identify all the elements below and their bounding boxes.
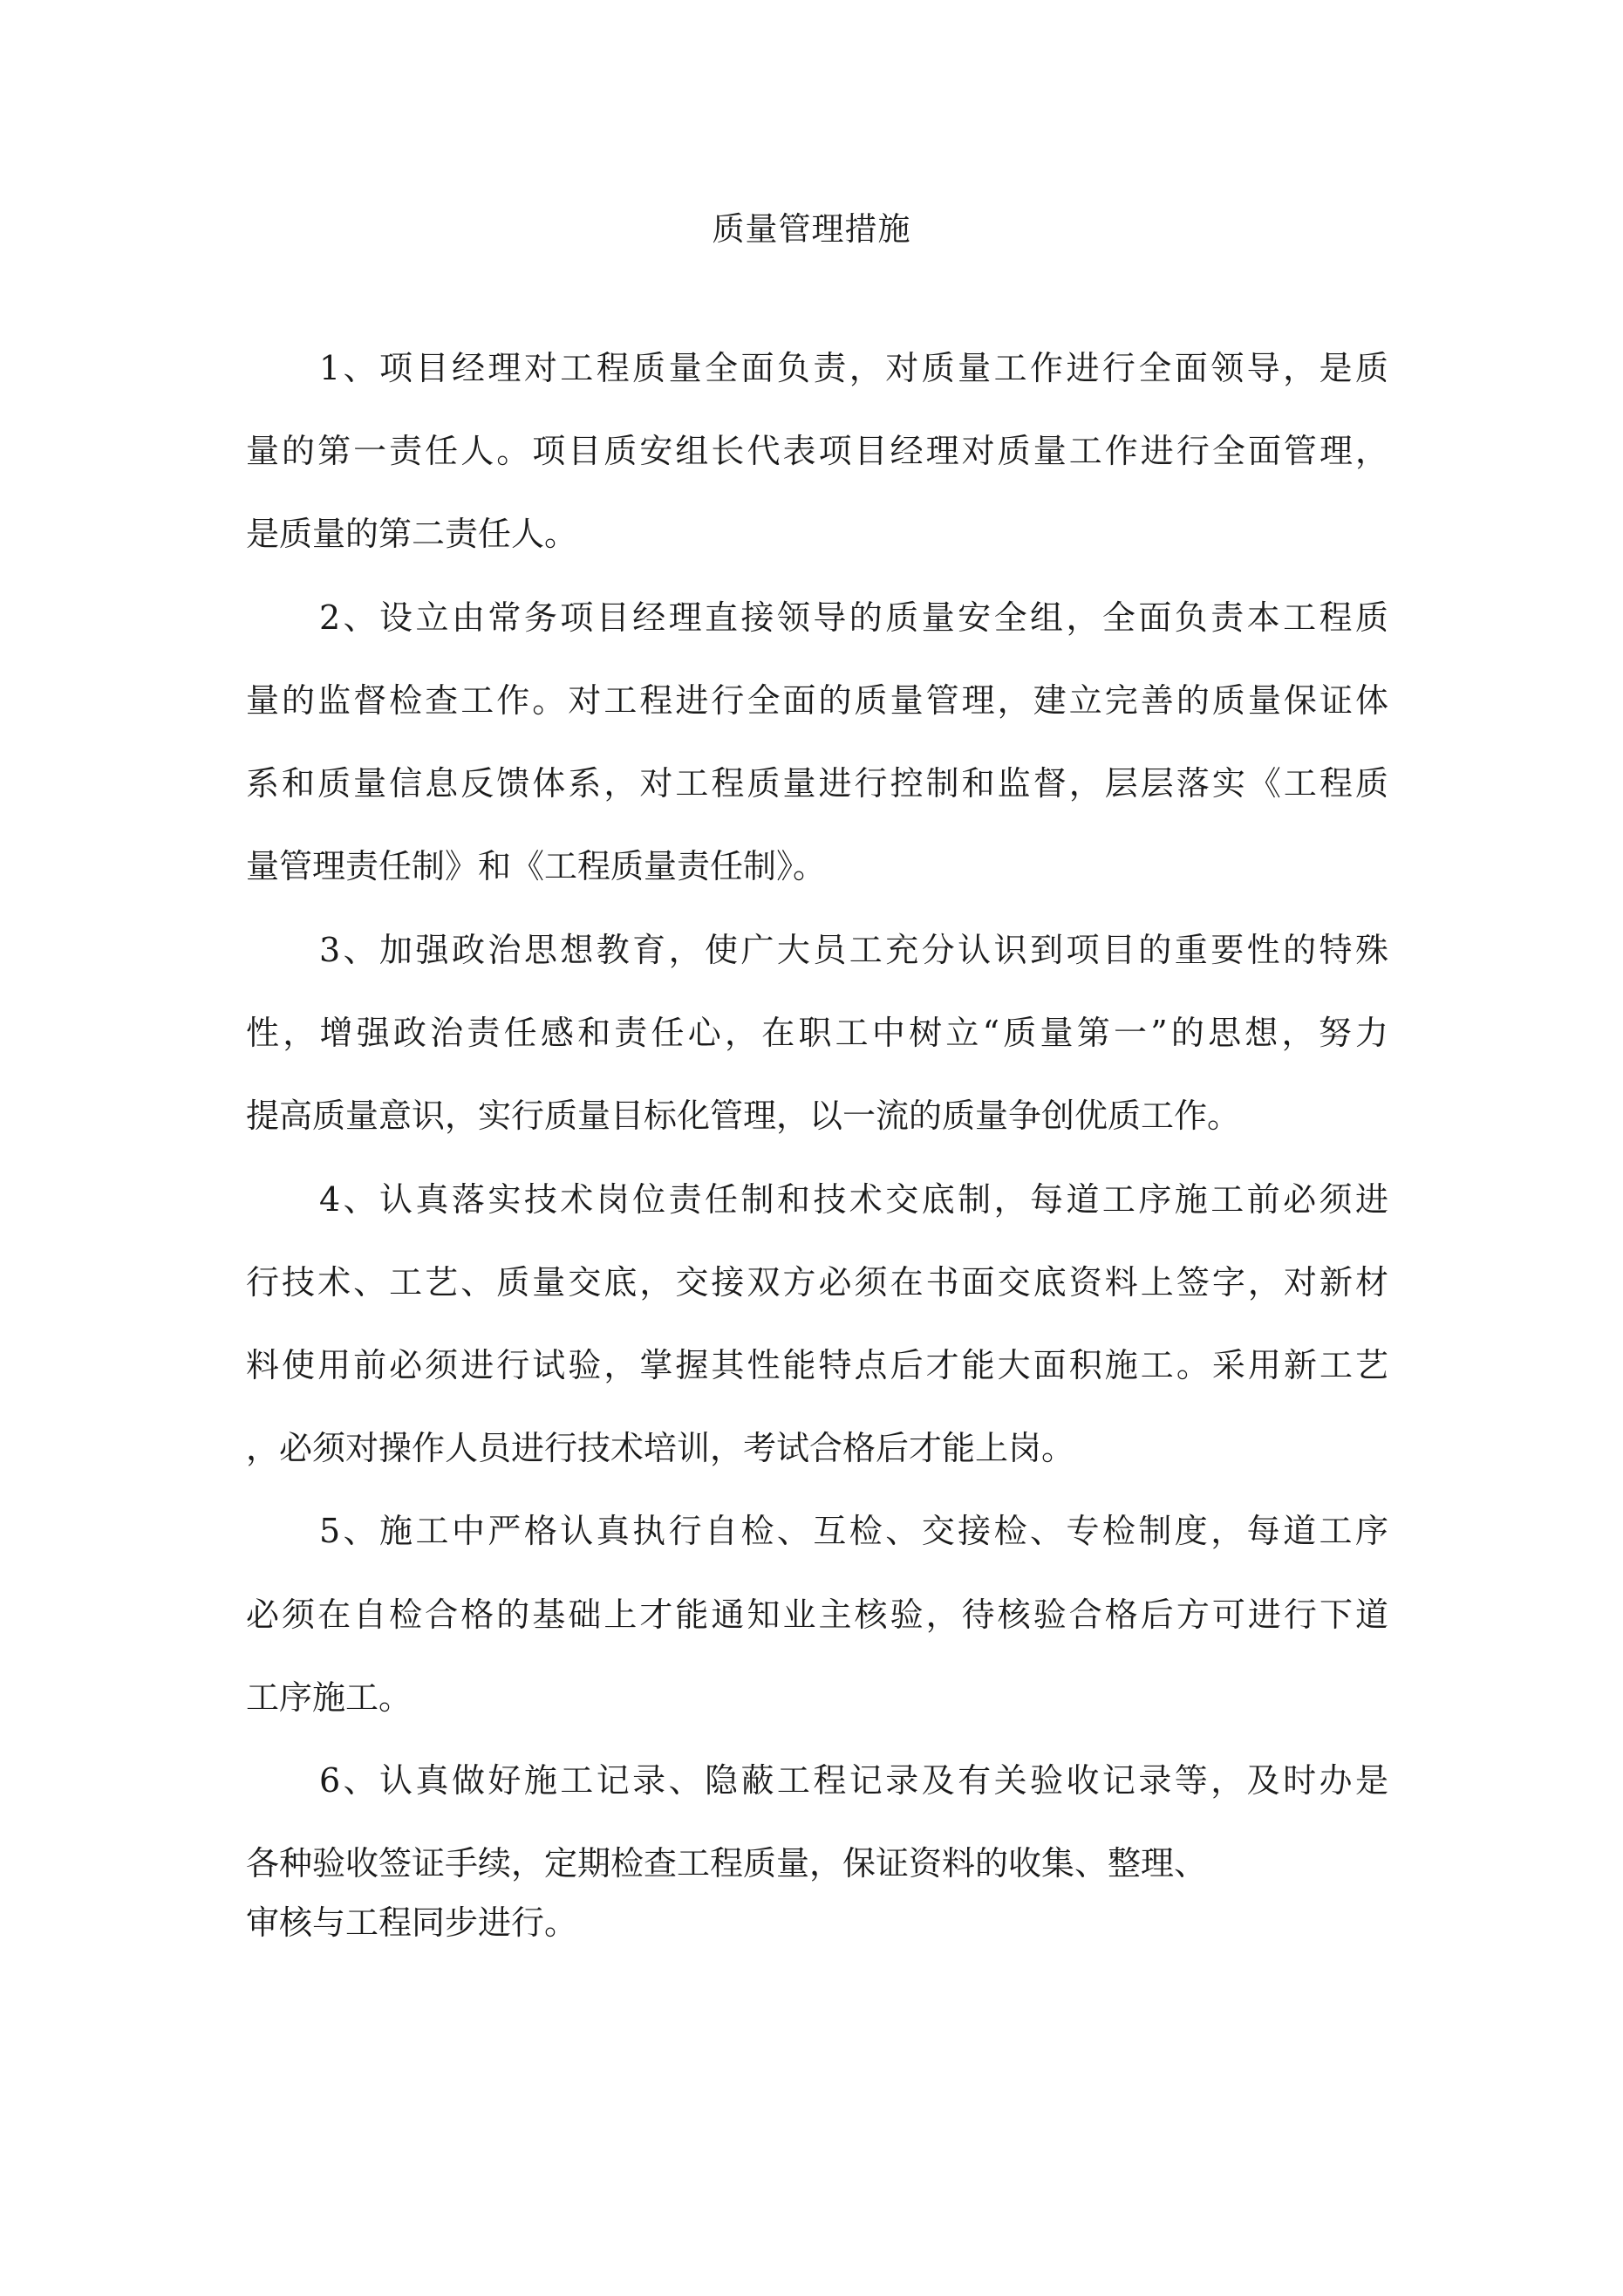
- paragraph-line: 6、认真做好施工记录、隐蔽工程记录及有关验收记录等，及时办是: [319, 1761, 1388, 1800]
- paragraph-line: 审核与工程同步进行。: [246, 1903, 578, 1942]
- document-title: 质量管理措施: [712, 210, 911, 248]
- paragraph-line: 系和质量信息反馈体系，对工程质量进行控制和监督，层层落实《工程质: [246, 764, 1388, 803]
- paragraph-line: 量管理责任制》和《工程质量责任制》。: [246, 847, 827, 885]
- paragraph-line: 量的第一责任人。项目质安组长代表项目经理对质量工作进行全面管理，: [246, 432, 1388, 470]
- paragraph-line: 3、加强政治思想教育，使广大员工充分认识到项目的重要性的特殊: [319, 931, 1388, 969]
- paragraph-line: 量的监督检查工作。对工程进行全面的质量管理，建立完善的质量保证体: [246, 681, 1388, 720]
- paragraph-line: 2、设立由常务项目经理直接领导的质量安全组，全面负责本工程质: [319, 598, 1388, 637]
- paragraph-line: 是质量的第二责任人。: [246, 515, 578, 553]
- paragraph-line: 1、项目经理对工程质量全面负责，对质量工作进行全面领导，是质: [319, 349, 1388, 387]
- paragraph-line: 提高质量意识，实行质量目标化管理，以一流的质量争创优质工作。: [246, 1097, 1241, 1135]
- paragraph-line: 性，增强政治责任感和责任心，在职工中树立“质量第一”的思想，努力: [246, 1014, 1388, 1052]
- paragraph-line: 5、施工中严格认真执行自检、互检、交接检、专检制度，每道工序: [319, 1512, 1388, 1550]
- paragraph-line: 料使用前必须进行试验，掌握其性能特点后才能大面积施工。采用新工艺: [246, 1346, 1388, 1384]
- paragraph-line: 各种验收签证手续，定期检查工程质量，保证资料的收集、整理、: [246, 1844, 1208, 1883]
- paragraph-line: 必须在自检合格的基础上才能通知业主核验，待核验合格后方可进行下道: [246, 1596, 1388, 1634]
- paragraph-line: 工序施工。: [246, 1678, 413, 1717]
- paragraph-line: 4、认真落实技术岗位责任制和技术交底制，每道工序施工前必须进: [319, 1180, 1388, 1219]
- paragraph-line: ，必须对操作人员进行技术培训，考试合格后才能上岗。: [246, 1429, 1075, 1467]
- paragraph-line: 行技术、工艺、质量交底，交接双方必须在书面交底资料上签字，对新材: [246, 1263, 1388, 1302]
